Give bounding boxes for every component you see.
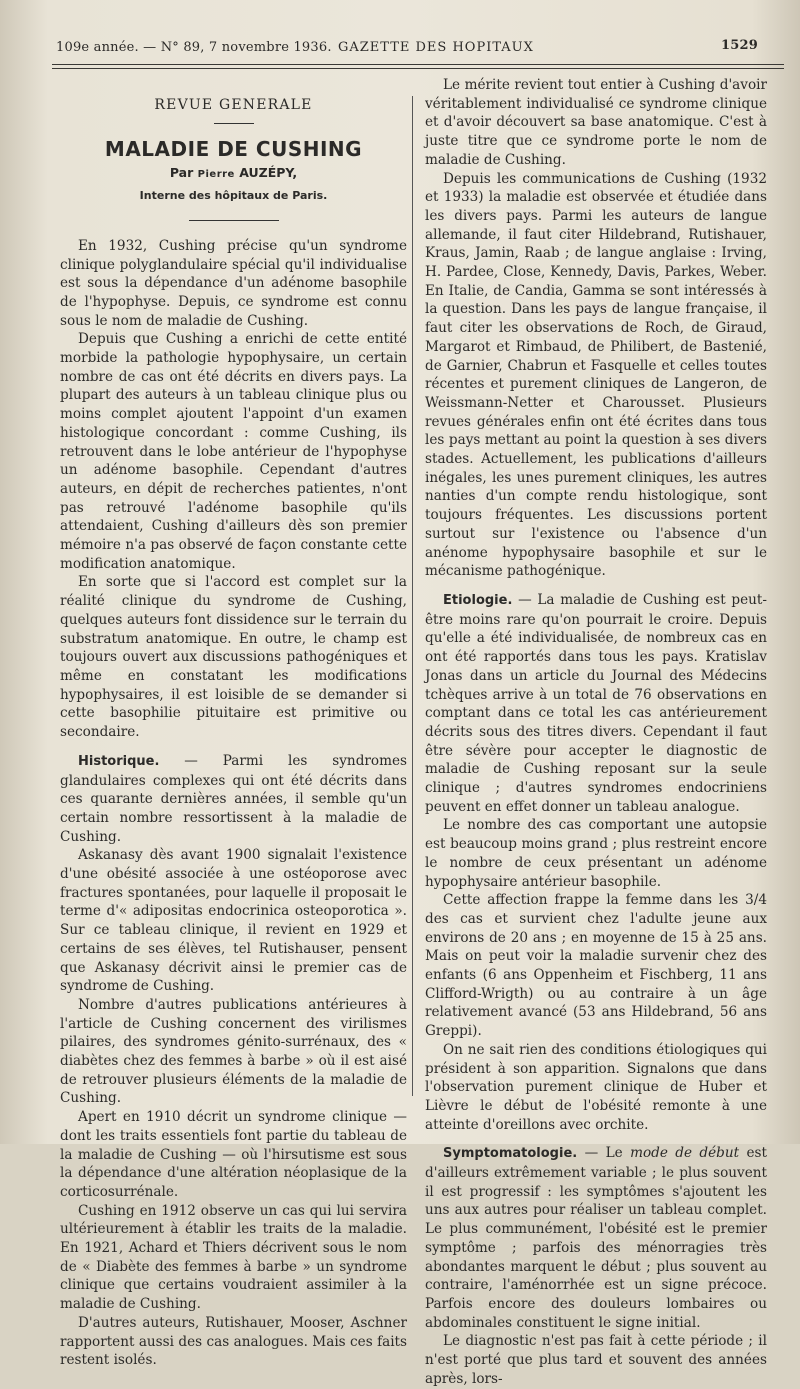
journal-name: GAZETTE DES HOPITAUX <box>338 40 534 55</box>
article-title: MALADIE DE CUSHING <box>104 136 363 161</box>
paragraph: Le mérite revient tout entier à Cushing d'avoir véritablement individualisé ce syndrome clinique et d'avoir découvert sa base anatomique. C'est à juste titre que ce syndrome porte le nom de maladie de Cushing. <box>425 77 767 168</box>
paragraph-text: — Le <box>577 1145 631 1162</box>
paragraph: Cette affection frappe la femme dans les 3/4 des cas et survient chez l'adulte jeune aux environs de 20 ans ; en moyenne de 15 à 25 ans. Mais on peut voir la maladie survenir chez des enfants (6 ans Oppenheim et Fischberg, 11 ans Clifford-Wrigth) ou au contraire à un âge relativement avancé (53 ans Hildebrand, 56 ans Greppi). <box>425 892 767 1040</box>
paragraph: Apert en 1910 décrit un syndrome clinique — dont les traits essentiels font partie du tableau de la maladie de Cushing — où l'hirsutisme est sous la dépendance d'une altération néoplasique de la corticosurrénale. <box>60 1109 407 1200</box>
author-surname: AUZÉPY, <box>239 165 298 181</box>
section-heading-symptomatologie: Symptomatologie. <box>443 1146 578 1162</box>
article-author <box>60 164 407 185</box>
paragraph-symptomatologie <box>425 1144 767 1332</box>
paragraph: Cushing en 1912 observe un cas qui lui servira ultérieurement à établir les traits de la maladie. En 1921, Achard et Thiers décrivent sous le nom de « Diabète des femmes à barbe » un syndrome clinique que certains voudraient assimiler à la maladie de Cushing. <box>60 1202 407 1313</box>
paragraph-text: — Parmi les syndromes glandulaires complexes qui ont été décrits dans ces quarante dernières années, il semble qu'un certain nombre ressortissent à la maladie de Cushing. <box>60 752 407 845</box>
header-rule-thin <box>52 68 784 69</box>
column-divider <box>412 96 413 1096</box>
section-heading-etiologie: Etiologie. <box>443 592 513 608</box>
paragraph: En 1932, Cushing précise qu'un syndrome clinique polyglandulaire spécial qu'il individualise est sous la dépendance d'un adénome basophile de l'hypophyse. Depuis, ce syndrome est connu sous le nom de maladie de Cushing. <box>60 237 407 329</box>
author-first-name: Pierre <box>197 169 235 181</box>
author-affiliation: Interne des hôpitaux de Paris. <box>139 189 328 203</box>
paragraph: Le nombre des cas comportant une autopsie est beaucoup moins grand ; plus restreint encore le nombre de ceux présentant un adénome hypophysaire antérieur basophile. <box>425 817 767 890</box>
paragraph: On ne sait rien des conditions étiologiques qui président à son apparition. Signalons que dans l'observation purement clinique de Huber et Lièvre le début de l'obésité remonte à une atteinte d'oreillons avec orchite. <box>425 1041 767 1133</box>
paragraph: En sorte que si l'accord est complet sur la réalité clinique du syndrome de Cushing, quelques auteurs font dissidence sur le terrain du substratum anatomique. En outre, le champ est toujours ouvert aux discussions pathogéniques et même en constatant les modifications hypophysaires, il est loisible de se demander si cette basophilie pituitaire est primitive ou secondaire. <box>60 574 407 741</box>
paragraph: Askanasy dès avant 1900 signalait l'existence d'une obésité associée à une ostéoporose avec fractures spontanées, pour laquelle il proposait le terme d'« adipositas endocrinica osteoporotica ». Sur ce tableau clinique, il revient en 1929 et certains de ses élèves, tel Rutishauser, pensent que Askanasy décrivit ainsi le premier cas de syndrome de Cushing. <box>60 847 407 995</box>
paragraph: D'autres auteurs, Rutishauer, Mooser, Aschner rapportent aussi des cas analogues. Mais ces faits restent isolés. <box>60 1314 407 1369</box>
right-column <box>425 76 767 1389</box>
section-heading-historique: Historique. <box>78 753 160 769</box>
issue-line: 109e année. — N° 89, 7 novembre 1936. <box>56 40 332 55</box>
left-column <box>60 96 407 1370</box>
page-number: 1529 <box>721 38 758 53</box>
paragraph: Depuis que Cushing a enrichi de cette entité morbide la pathologie hypophysaire, un certain nombre de cas ont été décrits en divers pays. La plupart des auteurs à un tableau clinique plus ou moins complet ajoutent l'appoint d'un examen histologique concordant : comme Cushing, ils retrouvent dans le lobe antérieur de l'hypophyse un adénome basophile. Cependant d'autres auteurs, en dépit de recherches patientes, n'ont pas retrouvé l'adénome basophile qu'ils attendaient, Cushing d'ailleurs dès son premier mémoire n'a pas observé de façon constante cette modification anatomique. <box>60 331 407 572</box>
emphasis-mode-de-debut: mode de début <box>630 1145 740 1162</box>
paragraph-text: est d'ailleurs extrêmement variable ; le plus souvent il est progressif : les symptômes s'ajoutent les uns aux autres pour réaliser un tableau complet. Le plus communément, l'obésité est le premier symptôme ; parfois des ménorragies très abondantes marquent le début ; plus souvent au contraire, l'aménorrhée est un signe précoce. Parfois encore des douleurs lombaires ou abdominales constituent le signe initial. <box>425 1145 767 1331</box>
paragraph: Depuis les communications de Cushing (1932 et 1933) la maladie est observée et étudiée dans les divers pays. Parmi les auteurs de langue allemande, il faut citer Hildebrand, Rutishauer, Kraus, Jamin, Raab ; de langue anglaise : Irving, H. Pardee, Close, Kennedy, Davis, Parkes, Weber. En Italie, de Candia, Gamma se sont intéressés à la question. Dans les pays de langue française, il faut citer les observations de Roch, de Giraud, Margarot et Rimbaud, de Philibert, de Bastenié, de Garnier, Chabrun et Fasquelle et celles toutes récentes et purement cliniques de Langeron, de Weissmann-Netter et Charousset. Plusieurs revues générales enfin ont été écrites dans tous les pays mettant au point la question à ses divers stades. Actuellement, les publications d'ailleurs inégales, les unes purement cliniques, les autres nanties d'un compte rendu histologique, sont toujours fréquentes. Les discussions portent surtout sur l'existence ou l'absence d'un anénome hypophysaire basophile et sur le mécanisme pathogénique. <box>425 170 767 580</box>
page-header <box>56 40 770 62</box>
title-divider <box>214 123 254 124</box>
paragraph-text: — La maladie de Cushing est peut-être moins rare qu'on pourrait le croire. Depuis qu'elle a été individualisée, de nombreux cas en ont été rapportés dans tous les pays. Kratislav Jonas dans un article du Journal des Médecins tchèques arrive à un total de 76 observations en comptant dans ce total les cas antérieurement décrits sous des titres divers. Cependant il faut être sévère pour accepter le diagnostic de maladie de Cushing reposant sur la seule clinique ; d'autres syndromes endocriniens peuvent en effet donner un tableau analogue. <box>425 591 767 815</box>
author-prefix: Par <box>169 165 194 181</box>
header-rule <box>52 64 784 65</box>
byline-divider <box>189 220 279 221</box>
paragraph: Nombre d'autres publications antérieures à l'article de Cushing concernent des virilismes pilaires, des syndromes génito-surrénaux, des « diabètes chez des femmes à barbe » où il est aisé de retrouver plusieurs éléments de la maladie de Cushing. <box>60 996 407 1107</box>
paragraph-historique <box>60 752 407 847</box>
section-label: REVUE GENERALE <box>154 97 313 113</box>
paragraph-etiologie <box>425 591 767 816</box>
paragraph: Le diagnostic n'est pas fait à cette période ; il n'est porté que plus tard et souvent des années après, lors- <box>425 1333 767 1387</box>
